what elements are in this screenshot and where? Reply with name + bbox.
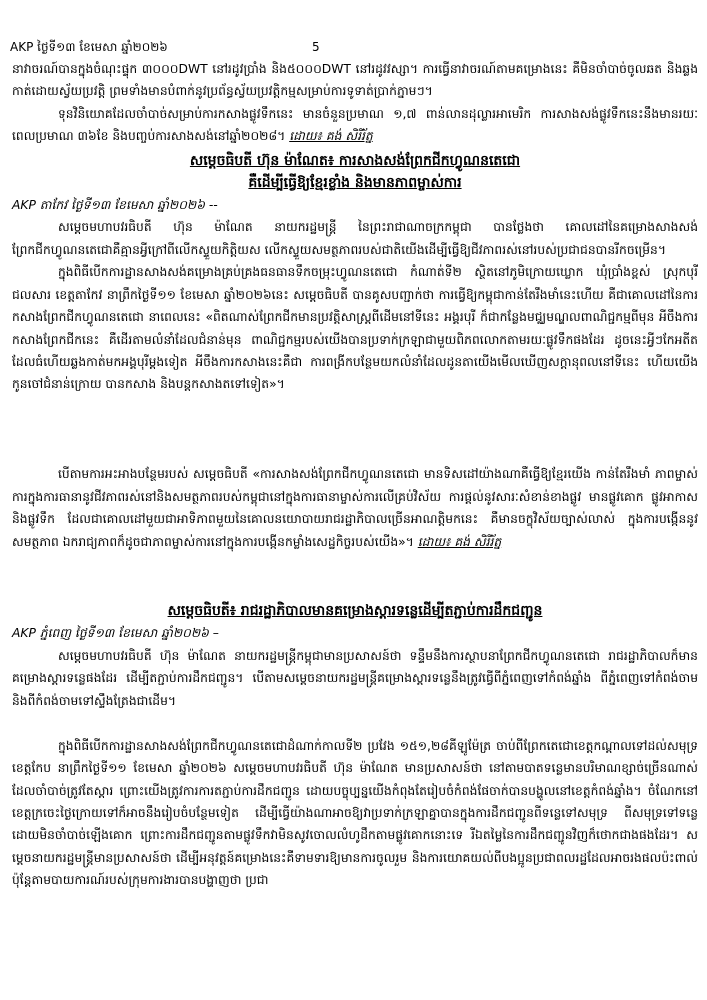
header-date: AKP ថ្ងៃទី១៣ ខែមេសា ឆ្នាំ២០២៦ [10,40,168,54]
article1-source: ដោយ៖ គង់ សិរីរ័ត្ន [289,129,373,144]
article2-paragraph-1: សម្តេចមហាបវរធិបតី ហ៊ុន ម៉ាណែត នាយករដ្ឋមន្ត្រី នៃព្រះរាជាណាចក្រកម្ពុជា បានថ្លែងថា គោលដៅនៃគម្រោងសាងសង់ព្រែកជីកហ្វូណនតេជោគឺគ្មានអ្វីក្រៅពីលើកស្ទួយកិត្តិយស លើកស្ទួយសមត្ថភាពរបស់ជាតិយើងដើម្បីធ្វើឱ្យជីវភាពរស់នៅរបស់ប្រជាជនបានរីកចម្រើន។ [12,220,698,257]
article1-paragraph-1: នាវាចរណ៍បានក្នុងចំណុះផ្ទុក ៣០០០DWT នៅរដូវប្រាំង និង៥០០០DWT នៅរដូវវស្សា។ ការធ្វើនាវាចរណ៍តាមគម្រោងនេះ គឺមិនចាំបាច់ចូលឆត និងឆ្លងកាត់ដោយស្វ័យប្រវត្តិ ព្រមទាំងមានបំពាក់នូវប្រព័ន្ធស្វ័យប្រវត្តិកម្មសម្រាប់ការទូទាត់ប្រាក់ភ្នាមៗ។ [12,62,698,99]
article2-paragraph-2: ក្នុងពិធីបើកការដ្ឋានសាងសង់គម្រោងគ្រប់គ្រងធនធានទឹកចម្រុះហ្វូណនតេជោ កំណាត់ទី២ ស្ថិតនៅភូមិក្រោយឃ្លោក ឃុំប្រាំងខ្ពស់ ស្រុកបុរីជលសារ ខេត្តតាកែវ នាព្រឹកថ្ងៃទី១១ ខែមេសា ឆ្នាំ២០២៦នេះ សម្តេចធិបតី បានគូសបញ្ជាក់ថា ការធ្វើឱ្យកម្ពុជាកាន់តែរឹងមាំនេះហើយ គឺជាគោលដៅនៃការកសាងព្រែកជីកហ្វូណនតេជោ នាពេលនេះ «ពិតណាស់ព្រែកជីកមានប្រវត្តិសាស្ត្រពីដើមនៅទីនេះ អង្គរបុរី ក៏ជាកន្លែងមជ្ឈមណ្ឌលពាណិជ្ជកម្មពីមុន អីចឹងការកសាងព្រែកជីកនេះ គឺដើរតាមលំនាំដែលជំនាន់មុន ពាណិជ្ជកម្មរបស់យើងបានប្រទាក់ក្រឡាជាមួយពិភពលោកតាមរយៈផ្លូវទឹកផងដែរ ដូចនេះអ្វីៗកែអតីតដែលធំហើយឆ្លងកាត់មកអង្គបុរីម្តងទៀត អីចឹងការកសាងនេះគឺជា ការពង្រីកបន្ថែមយកលំនាំដែលដូនតាយើងមើលឃើញសក្តានុពលនៅទីនេះ ហើយយើងកូនចៅជំនាន់ក្រោយ បានកសាង និងបន្តកសាងតទៅទៀត»។ [12,265,698,392]
article1-paragraph-2 [12,103,698,148]
page-number: 5 [312,40,320,54]
article2-title-line1: សម្តេចធិបតី ហ៊ុន ម៉ាណែត៖ ការសាងសង់ព្រែកជីកហ្វូណនតេជោ [189,153,521,169]
article2-source: ដោយ៖ គង់ សិរីរ័ត្ន [417,534,502,549]
article3-title: សម្តេចធិបតី៖ រាជរដ្ឋាភិបាលមានគម្រោងស្តារទន្លេដើម្បីតភ្ជាប់ការដឹកជញ្ជូន [167,603,543,620]
document-body [12,58,698,937]
article2-dateline: AKP តាកែវ ថ្ងៃទី១៣ ខែមេសា ឆ្នាំ២០២៦ -- [12,198,218,212]
article1-paragraph-2-text: ទុនវិនិយោគដែលចាំបាច់សម្រាប់ការកសាងផ្លូវទឹកនេះ មានចំនួនប្រមាណ ១,៧ ពាន់លានដុល្លារអាមេរិក ការសាងសង់ផ្លូវទឹកនេះនឹងមានរយៈពេលប្រមាណ ៣៦ខែ និងបញ្ចប់ការសាងសង់នៅឆ្នាំ២០២៨។ [12,107,698,144]
article3-paragraph-1: សម្តេចមហាបវរធិបតី ហ៊ុន ម៉ាណែត នាយករដ្ឋមន្ត្រីកម្ពុជាមានប្រសាសន៍ថា ទន្ទឹមនឹងការស្ថាបនាព្រែកជីកហ្វូណនតេជោ រាជរដ្ឋាភិបាលក៏មានគម្រោងស្តារទន្លេផងដែរ ដើម្បីតភ្ជាប់ការដឹកជញ្ជូន។ បើតាមសម្តេចនាយករដ្ឋមន្ត្រីគម្រោងស្តារទន្លេនឹងត្រូវធ្វើពីភ្នំពេញទៅកំពង់ឆ្នាំង ពីភ្នំពេញទៅកំពង់ចាម និងពីកំពង់ចាមទៅស្ទឹងត្រែងជាដើម។ [12,648,698,708]
article2-title-line2: គឺដើម្បីធ្វើឱ្យខ្មែរខ្លាំង និងមានភាពម្ចាស់ការ [248,175,462,191]
article2-paragraph-3-text: បើតាមការអះអាងបន្ថែមរបស់ សម្តេចធិបតី «ការសាងសង់ព្រែកជីកហ្វូណនតេជោ មានទិសដៅយ៉ាងណាគឺធ្វើឱ្យខ្មែរយើង កាន់តែរឹងមាំ ភាពម្ចាស់ការក្នុងការធានានូវជីវភាពរស់នៅនិងសមត្ថភាពរបស់កម្ពុជានៅក្នុងការធានាម្ចាស់ការលើគ្រប់វិស័យ ការផ្តល់នូវសារៈសំខាន់ខាងផ្លូវ មានផ្លូវគោក ផ្លូវអាកាស និងផ្លូវទឹក ដែលជាគោលដៅមួយជាអាទិភាពមួយនៃគោលនយោបាយរាជរដ្ឋាភិបាលច្រើនអាណត្តិមកនេះ គឺមានចក្ខុវិស័យច្បាស់លាស់ ក្នុងការបង្កើននូវសមត្ថភាព ឯករាជ្យភាពក៏ដូចជាភាពម្ចាស់ការនៅក្នុងការបង្កើនកម្លាំងសេដ្ឋកិច្ចរបស់យើង»។ [12,467,698,549]
page-header [10,38,700,56]
article2-paragraph-3 [12,463,698,598]
article3-paragraph-2: ក្នុងពិធីបើកការដ្ឋានសាងសង់ព្រែកជីកហ្វូណនតេជោដំណាក់កាលទី២ ប្រវែង ១៥១,២៨គីឡូម៉ែត្រ ចាប់ពីព្រែកតេជោខេត្តកណ្តាលទៅដល់សមុទ្រខេត្តកែប នាព្រឹកថ្ងៃទី១១ ខែមេសា ឆ្នាំ២០២៦ សម្តេចមហាបវរធិបតី ហ៊ុន ម៉ាណែត មានប្រសាសន៍ថា នៅតាមបាតទន្លេមានបរិមាណខ្សាច់ច្រើនណាស់ ដែលចាំបាច់ត្រូវតែស្តារ ព្រោះយើងត្រូវការការតភ្ជាប់ការដឹកជញ្ជូន ដោយបច្ចុប្បន្នយើងកំពុងតែរៀបចំកំពង់ផែចាក់បានបង្ហូលនៅខេត្តកំពង់ឆ្នាំង។ ចំណែកនៅខេត្តក្រចេះថ្ងៃក្រោយទៅក៏អាចនឹងរៀបចំបន្ថែមទៀត ដើម្បីធ្វើយ៉ាងណាអាចឱ្យវាប្រទាក់ក្រឡាគ្នាបានក្នុងការដឹកជញ្ជូនពីទន្លេទៅសមុទ្រ ពីសមុទ្រទៅទន្លេ ដោយមិនចាំបាច់ឡើងគោក ព្រោះការដឹកជញ្ជូនតាមផ្លូវទឹកវាមិនសូវចោលលំហូដឹកតាមផ្លូវគោកនោះទេ រីឯតម្លៃនៃការដឹកជញ្ជូនវិញក៏ថោកជាងផងដែរ។ សម្តេចនាយករដ្ឋមន្ត្រីមានប្រសាសន៍ថា ដើម្បីអនុវត្តន៍គម្រោងនេះគឺទាមទារឱ្យមានការចូលរួម និងការយោគយល់ពីបងប្អូនប្រជាពលរដ្ឋដែលអាចរងផលប៉ះពាល់ ប៉ុន្តែតាមបាយការណ៍របស់ក្រុមការងារបានបង្ហាញថា ប្រជា [12,738,698,888]
article3-dateline: AKP ភ្នំពេញ ថ្ងៃទី១៣ ខែមេសា ឆ្នាំ២០២៦ – [12,626,219,641]
